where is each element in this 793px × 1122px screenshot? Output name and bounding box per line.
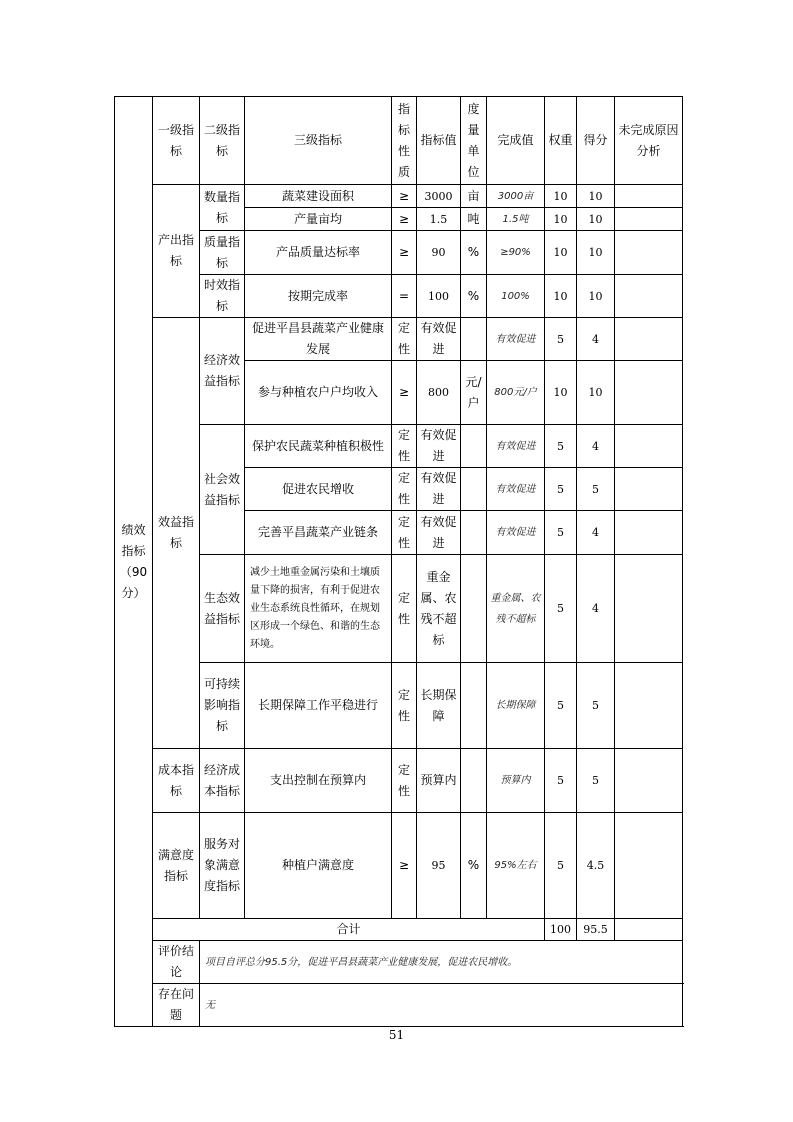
indicator-value: 重金属、农残不超标 — [417, 555, 461, 663]
indicator-unit: % — [461, 275, 487, 318]
indicator-value: 预算内 — [417, 749, 461, 813]
indicator-unit — [461, 749, 487, 813]
indicator-completed: 有效促进 — [487, 425, 545, 468]
indicator-reason — [615, 208, 683, 231]
header-row — [115, 97, 683, 185]
table-row — [115, 185, 683, 208]
indicator-name: 促进平昌县蔬菜产业健康发展 — [245, 318, 392, 361]
header-value: 指标值 — [417, 97, 461, 185]
header-level1: 一级指标 — [153, 97, 200, 185]
indicator-name: 产量亩均 — [245, 208, 392, 231]
performance-table — [114, 96, 683, 1027]
table-row — [115, 275, 683, 318]
indicator-weight: 10 — [545, 208, 577, 231]
indicator-value: 3000 — [417, 185, 461, 208]
indicator-completed: 800元/户 — [487, 361, 545, 425]
indicator-score: 10 — [577, 185, 615, 208]
indicator-score: 10 — [577, 275, 615, 318]
indicator-value: 800 — [417, 361, 461, 425]
subgroup-ecological: 生态效益指标 — [200, 555, 245, 663]
indicator-score: 5 — [577, 663, 615, 749]
indicator-score: 4.5 — [577, 813, 615, 919]
table-row — [115, 318, 683, 361]
header-score: 得分 — [577, 97, 615, 185]
indicator-nature: ≥ — [392, 208, 417, 231]
indicator-score: 4 — [577, 318, 615, 361]
indicator-name: 产品质量达标率 — [245, 231, 392, 275]
indicator-value: 95 — [417, 813, 461, 919]
subgroup-service: 服务对象满意度指标 — [200, 813, 245, 919]
indicator-name: 保护农民蔬菜种植积极性 — [245, 425, 392, 468]
indicator-score: 4 — [577, 555, 615, 663]
indicator-reason — [615, 231, 683, 275]
indicator-weight: 5 — [545, 555, 577, 663]
table-row — [115, 425, 683, 468]
indicator-name: 种植户满意度 — [245, 813, 392, 919]
indicator-completed: 1.5吨 — [487, 208, 545, 231]
indicator-name: 减少土地重金属污染和土壤质量下降的损害，有利于促进农业生态系统良性循环，在规划区形成一个绿色、和谐的生态环境。 — [245, 555, 392, 663]
indicator-value: 90 — [417, 231, 461, 275]
page-number: 51 — [388, 1028, 405, 1042]
indicator-weight: 10 — [545, 185, 577, 208]
indicator-unit: 吨 — [461, 208, 487, 231]
indicator-value: 1.5 — [417, 208, 461, 231]
indicator-reason — [615, 749, 683, 813]
indicator-unit: % — [461, 813, 487, 919]
total-row — [115, 919, 683, 941]
indicator-completed: 重金属、农残不超标 — [487, 555, 545, 663]
performance-label: 绩效指标（90分） — [115, 97, 153, 1027]
indicator-completed: ≥90% — [487, 231, 545, 275]
indicator-reason — [615, 275, 683, 318]
indicator-value: 100 — [417, 275, 461, 318]
group-output: 产出指标 — [153, 185, 200, 318]
table-row — [115, 663, 683, 749]
indicator-completed: 95%左右 — [487, 813, 545, 919]
table-row — [115, 813, 683, 919]
indicator-weight: 5 — [545, 813, 577, 919]
indicator-name: 长期保障工作平稳进行 — [245, 663, 392, 749]
indicator-nature: 定性 — [392, 511, 417, 555]
indicator-unit — [461, 318, 487, 361]
indicator-nature: ≥ — [392, 361, 417, 425]
indicator-unit: 亩 — [461, 185, 487, 208]
group-effect: 效益指标 — [153, 318, 200, 749]
indicator-reason — [615, 318, 683, 361]
indicator-nature: = — [392, 275, 417, 318]
indicator-unit — [461, 511, 487, 555]
indicator-nature: 定性 — [392, 468, 417, 511]
indicator-unit — [461, 425, 487, 468]
indicator-score: 5 — [577, 468, 615, 511]
indicator-value: 有效促进 — [417, 318, 461, 361]
header-reason: 未完成原因分析 — [615, 97, 683, 185]
indicator-completed: 有效促进 — [487, 468, 545, 511]
indicator-reason — [615, 663, 683, 749]
indicator-value: 有效促进 — [417, 468, 461, 511]
indicator-reason — [615, 425, 683, 468]
subgroup-economic-cost: 经济成本指标 — [200, 749, 245, 813]
total-weight: 100 — [545, 919, 577, 941]
subgroup-quantity: 数量指标 — [200, 185, 245, 231]
header-unit: 度量单位 — [461, 97, 487, 185]
subgroup-economic: 经济效益指标 — [200, 318, 245, 425]
indicator-completed: 预算内 — [487, 749, 545, 813]
indicator-unit: % — [461, 231, 487, 275]
subgroup-sustainable: 可持续影响指标 — [200, 663, 245, 749]
problems-row — [115, 984, 683, 1027]
indicator-reason — [615, 185, 683, 208]
indicator-nature: 定性 — [392, 663, 417, 749]
indicator-reason — [615, 555, 683, 663]
header-weight: 权重 — [545, 97, 577, 185]
table-row — [115, 555, 683, 663]
indicator-completed: 3000亩 — [487, 185, 545, 208]
table-row — [115, 231, 683, 275]
indicator-name: 完善平昌蔬菜产业链条 — [245, 511, 392, 555]
conclusion-row — [115, 941, 683, 984]
indicator-value: 有效促进 — [417, 425, 461, 468]
indicator-nature: 定性 — [392, 749, 417, 813]
problems-label: 存在问题 — [153, 984, 200, 1027]
indicator-reason — [615, 361, 683, 425]
indicator-weight: 10 — [545, 361, 577, 425]
indicator-weight: 10 — [545, 275, 577, 318]
indicator-score: 10 — [577, 231, 615, 275]
subgroup-social: 社会效益指标 — [200, 425, 245, 555]
indicator-reason — [615, 511, 683, 555]
indicator-name: 蔬菜建设面积 — [245, 185, 392, 208]
indicator-score: 4 — [577, 511, 615, 555]
subgroup-timeliness: 时效指标 — [200, 275, 245, 318]
indicator-unit — [461, 555, 487, 663]
indicator-unit — [461, 663, 487, 749]
indicator-weight: 5 — [545, 318, 577, 361]
indicator-score: 5 — [577, 749, 615, 813]
indicator-score: 10 — [577, 208, 615, 231]
subgroup-quality: 质量指标 — [200, 231, 245, 275]
indicator-weight: 5 — [545, 511, 577, 555]
indicator-value: 长期保障 — [417, 663, 461, 749]
indicator-weight: 10 — [545, 231, 577, 275]
indicator-unit — [461, 468, 487, 511]
indicator-weight: 5 — [545, 468, 577, 511]
total-label: 合计 — [153, 919, 545, 941]
header-completed: 完成值 — [487, 97, 545, 185]
problems-text: 无 — [200, 984, 683, 1027]
group-satisfaction: 满意度指标 — [153, 813, 200, 919]
indicator-name: 参与种植农户户均收入 — [245, 361, 392, 425]
total-score: 95.5 — [577, 919, 615, 941]
header-level3: 三级指标 — [245, 97, 392, 185]
indicator-weight: 5 — [545, 425, 577, 468]
indicator-nature: ≥ — [392, 185, 417, 208]
indicator-value: 有效促进 — [417, 511, 461, 555]
indicator-reason — [615, 813, 683, 919]
conclusion-label: 评价结论 — [153, 941, 200, 984]
indicator-completed: 100% — [487, 275, 545, 318]
indicator-weight: 5 — [545, 663, 577, 749]
indicator-reason — [615, 468, 683, 511]
indicator-completed: 有效促进 — [487, 511, 545, 555]
group-cost: 成本指标 — [153, 749, 200, 813]
indicator-unit: 元/户 — [461, 361, 487, 425]
indicator-completed: 长期保障 — [487, 663, 545, 749]
conclusion-text: 项目自评总分95.5分，促进平昌县蔬菜产业健康发展，促进农民增收。 — [200, 941, 683, 984]
indicator-name: 按期完成率 — [245, 275, 392, 318]
header-nature: 指标性质 — [392, 97, 417, 185]
indicator-score: 4 — [577, 425, 615, 468]
header-level2: 二级指标 — [200, 97, 245, 185]
indicator-nature: 定性 — [392, 555, 417, 663]
total-reason — [615, 919, 683, 941]
indicator-name: 促进农民增收 — [245, 468, 392, 511]
indicator-nature: 定性 — [392, 425, 417, 468]
indicator-completed: 有效促进 — [487, 318, 545, 361]
table-row — [115, 749, 683, 813]
indicator-name: 支出控制在预算内 — [245, 749, 392, 813]
indicator-score: 10 — [577, 361, 615, 425]
indicator-nature: ≥ — [392, 813, 417, 919]
indicator-weight: 5 — [545, 749, 577, 813]
indicator-nature: ≥ — [392, 231, 417, 275]
indicator-nature: 定性 — [392, 318, 417, 361]
